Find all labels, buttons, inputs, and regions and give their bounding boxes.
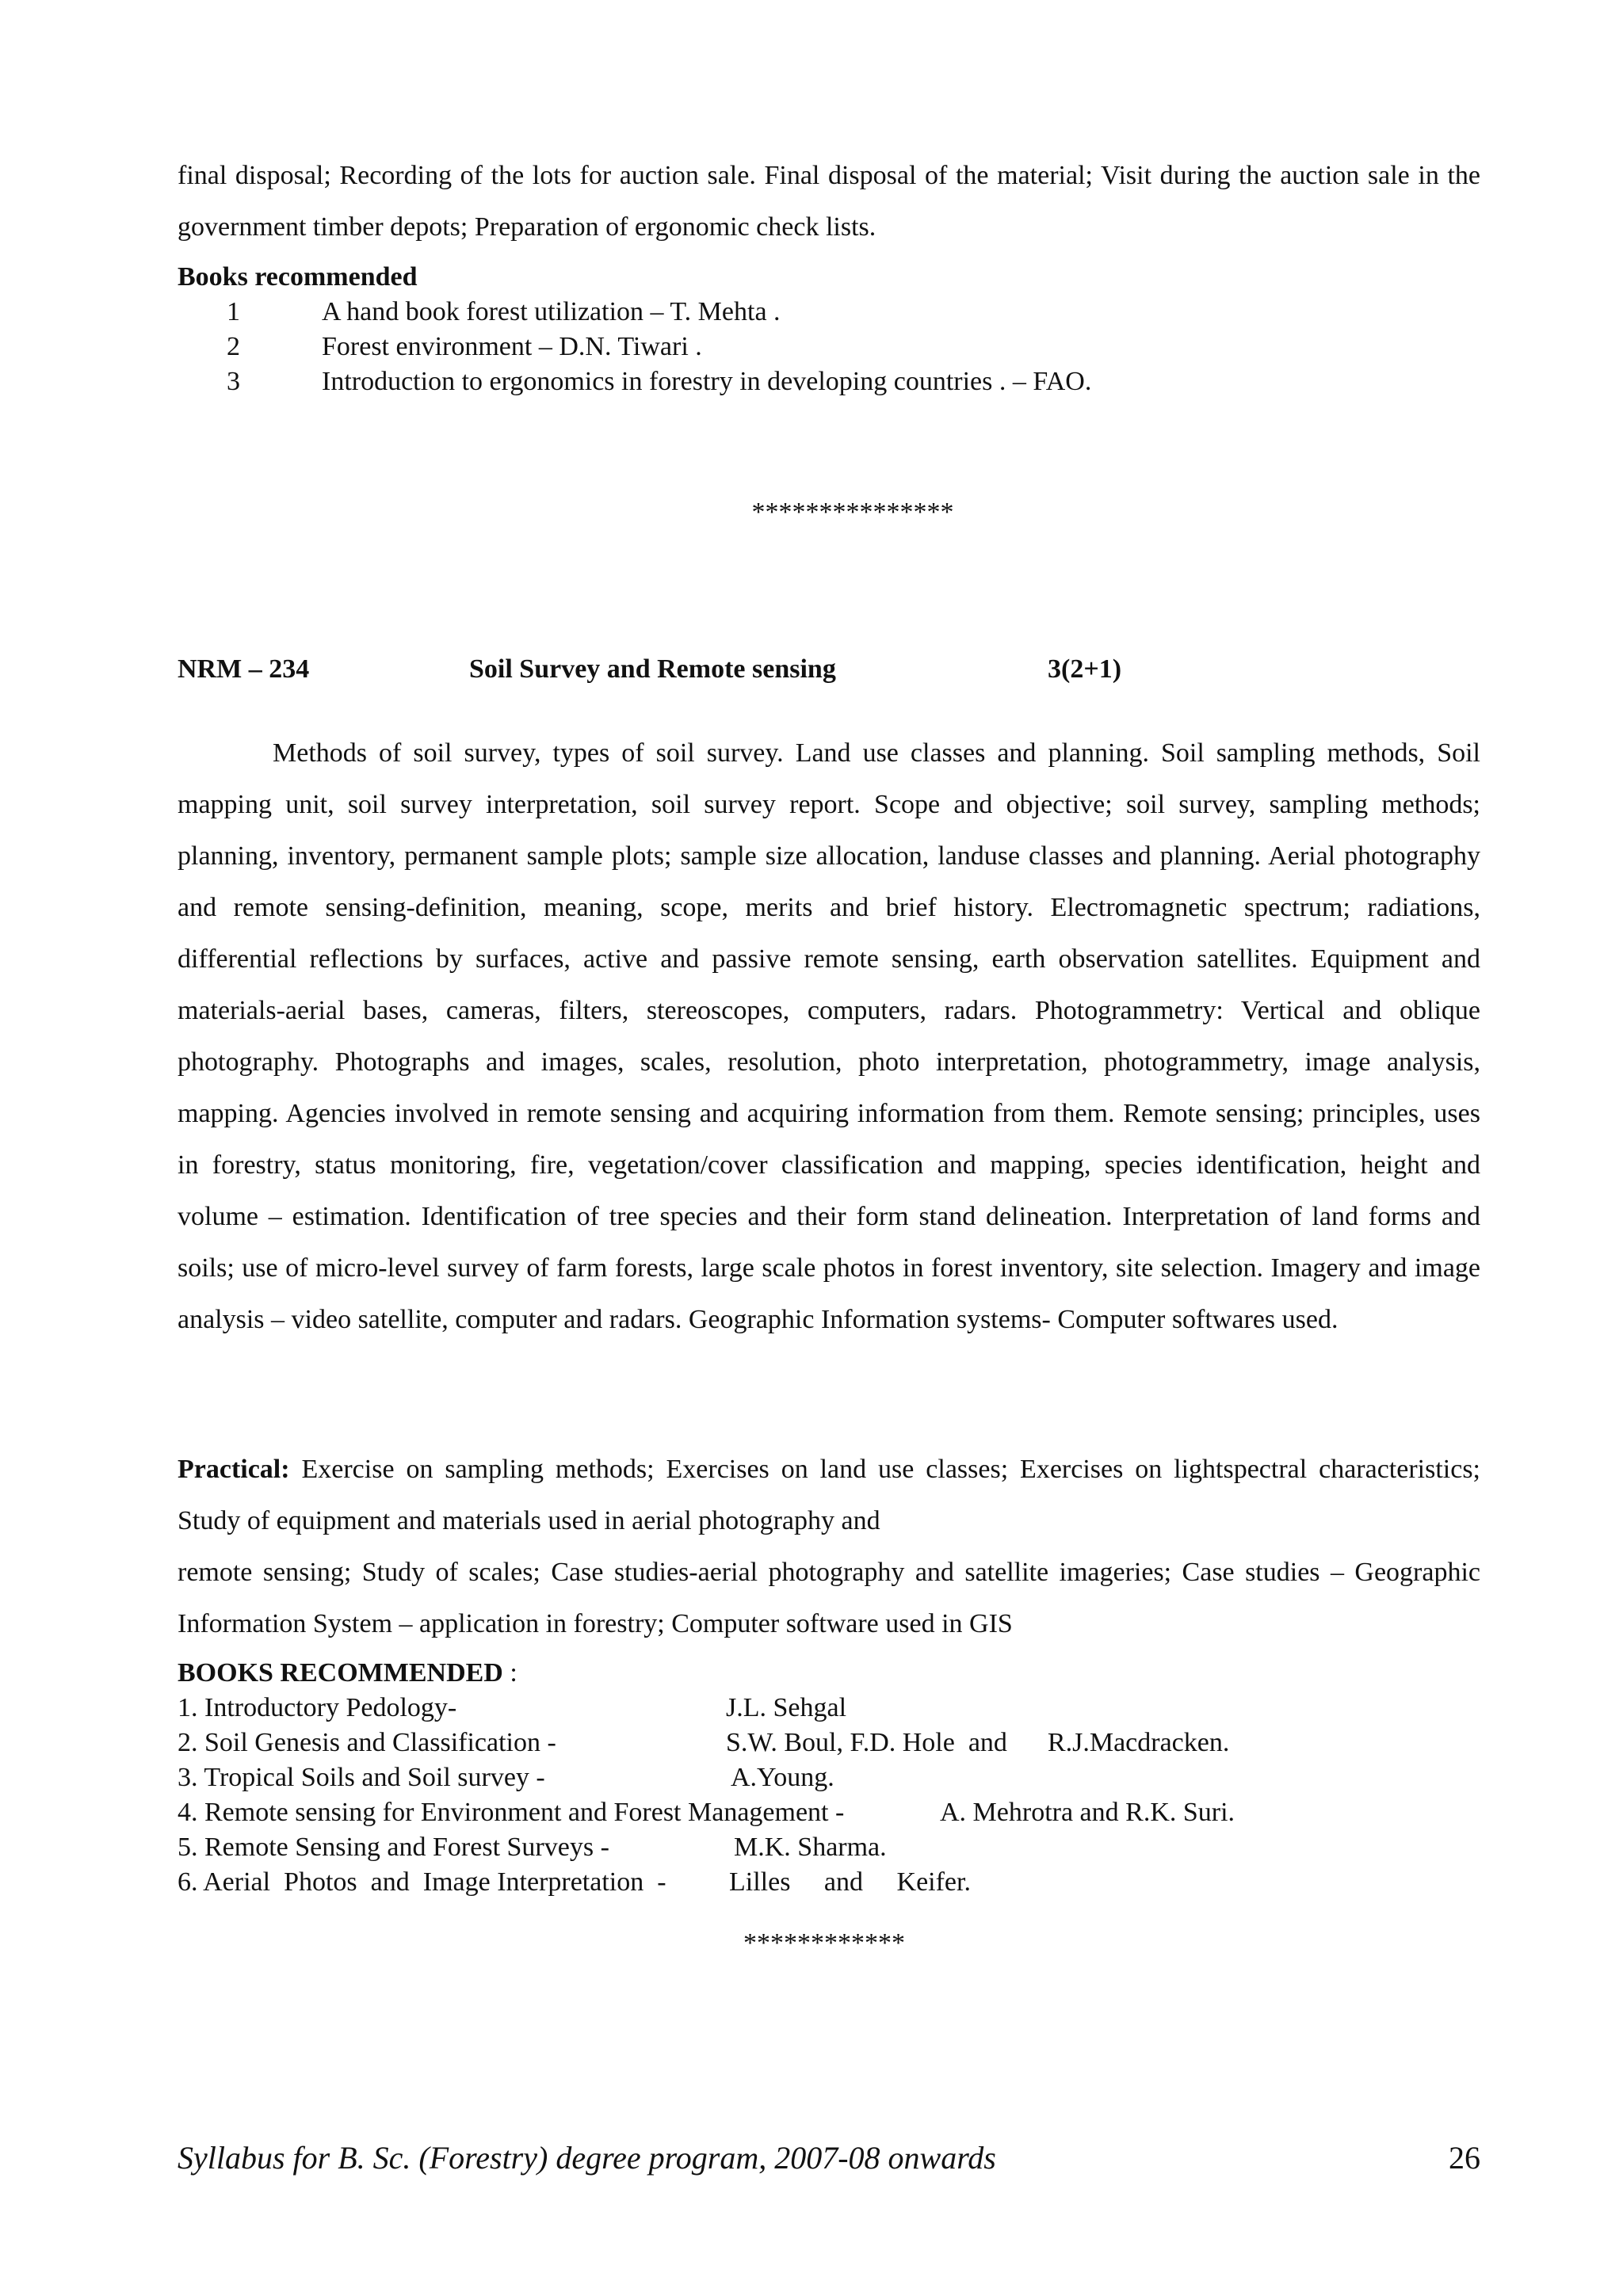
book-author: Lilles and Keifer. — [729, 1867, 971, 1897]
book-title: 1. Introductory Pedology- — [178, 1693, 457, 1722]
practical-label: Practical: — [178, 1455, 290, 1484]
book-title: 2. Soil Genesis and Classification - — [178, 1728, 556, 1757]
list-item-number: 2 — [227, 332, 240, 361]
list-item-number: 1 — [227, 297, 240, 326]
books-recommended-heading: Books recommended — [178, 262, 418, 292]
book-title: 3. Tropical Soils and Soil survey - — [178, 1763, 545, 1792]
book-title: 5. Remote Sensing and Forest Surveys - — [178, 1833, 609, 1862]
course-title: Soil Survey and Remote sensing — [469, 654, 836, 684]
book-author: A.Young. — [731, 1763, 834, 1792]
course-credits: 3(2+1) — [1048, 654, 1122, 684]
book-title: 4. Remote sensing for Environment and Forest Management - — [178, 1798, 845, 1827]
books-heading-suffix: : — [502, 1658, 517, 1688]
separator-stars: ************ — [743, 1928, 905, 1958]
book-author: S.W. Boul, F.D. Hole and R.J.Macdracken. — [726, 1728, 1230, 1757]
intro-paragraph: final disposal; Recording of the lots for auction sale. Final disposal of the material; Visit during the auction sale in the government timber depots; Preparation of ergonomic check lists. — [178, 161, 1480, 242]
list-item-number: 3 — [227, 367, 240, 396]
book-author: M.K. Sharma. — [734, 1833, 887, 1862]
course-description: Methods of soil survey, types of soil survey. Land use classes and planning. Soil sampling methods, Soil mapping unit, soil survey interpretation, soil survey report. Scope and objective; soil survey, sampling methods; planning, inventory, permanent sample plots; sample size allocation, landuse classes and planning. Aerial photography and remote sensing-definition, meaning, scope, merits and brief history. Electromagnetic spectrum; radiations, differential reflections by surfaces, active and passive remote sensing, earth observation satellites. Equipment and materials-aerial bases, cameras, filters, stereoscopes, computers, radars. Photogrammetry: Vertical and oblique photography. Photographs and images, scales, resolution, photo interpretation, photogrammetry, image analysis, mapping. Agencies involved in remote sensing and acquiring information from them. Remote sensing; principles, uses in forestry, status monitoring, fire, vegetation/cover classification and mapping, species identification, height and volume – estimation. Identification of tree species and their form stand delineation. Interpretation of land forms and soils; use of micro-level survey of farm forests, large scale photos in forest inventory, site selection. Imagery and image analysis – video satellite, computer and radars. Geographic Information systems- Computer softwares used. — [178, 738, 1480, 1334]
course-code: NRM – 234 — [178, 654, 310, 684]
book-author: A. Mehrotra and R.K. Suri. — [940, 1798, 1235, 1827]
books-recommended-heading-2 — [178, 1656, 517, 1691]
list-item: Forest environment – D.N. Tiwari . — [322, 332, 702, 361]
page-number: 26 — [1449, 2140, 1480, 2176]
book-author: J.L. Sehgal — [726, 1693, 847, 1722]
separator-stars: *************** — [751, 498, 954, 527]
list-item: A hand book forest utilization – T. Mehta . — [322, 297, 781, 326]
books-heading-text: BOOKS RECOMMENDED — [178, 1658, 503, 1688]
practical-paragraph-continued: remote sensing; Study of scales; Case studies-aerial photography and satellite imageries; Case studies – Geographic Information System – application in forestry; Computer software used in GIS — [178, 1558, 1480, 1638]
practical-text: Exercise on sampling methods; Exercises on land use classes; Exercises on lightspectral characteristics; Study of equipment and materials used in aerial photography and — [178, 1455, 1481, 1535]
list-item: Introduction to ergonomics in forestry in developing countries . – FAO. — [322, 367, 1092, 396]
practical-paragraph — [178, 1444, 1480, 1547]
book-title: 6. Aerial Photos and Image Interpretation - — [178, 1867, 666, 1897]
page-footer: Syllabus for B. Sc. (Forestry) degree program, 2007-08 onwards — [178, 2140, 996, 2176]
